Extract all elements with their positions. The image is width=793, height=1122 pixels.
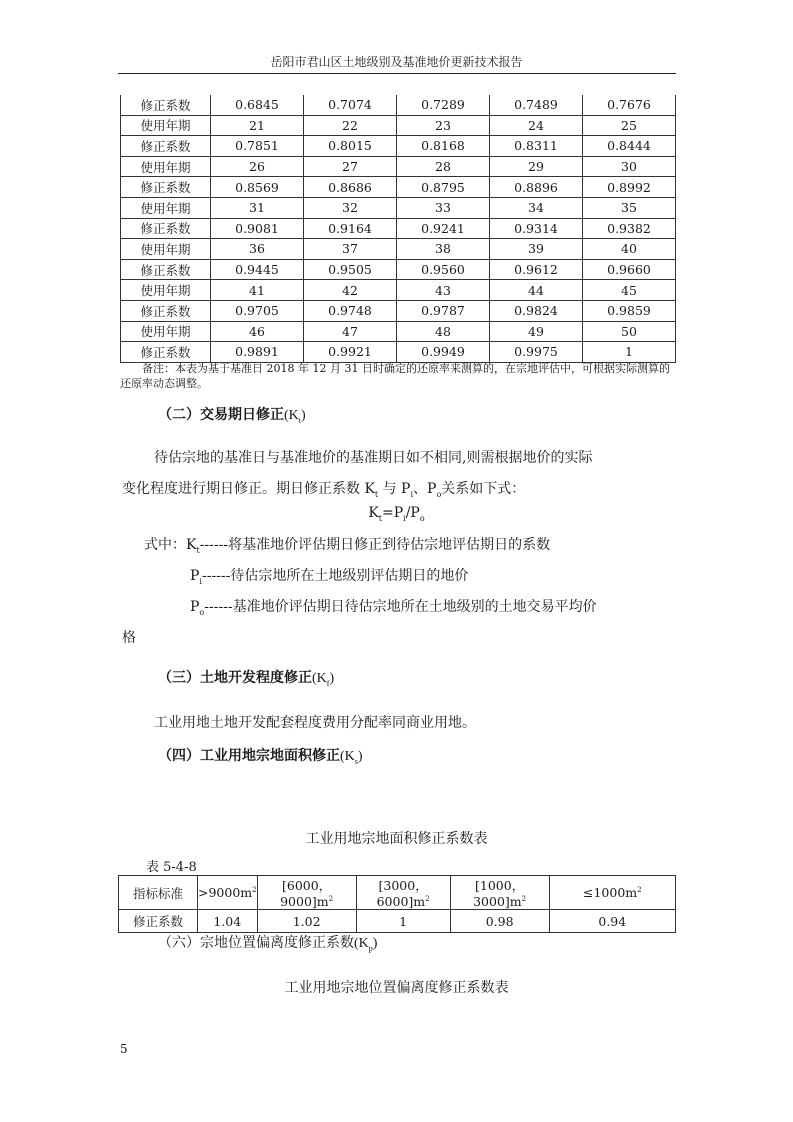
cell: 25 xyxy=(583,115,676,136)
cell: 0.9921 xyxy=(304,342,397,363)
table-row xyxy=(121,115,676,136)
formula xyxy=(0,505,793,523)
cell: 0.9859 xyxy=(583,300,676,321)
area-correction-table xyxy=(118,875,676,933)
section-2-heading xyxy=(158,404,306,425)
running-header: 岳阳市君山区土地级别及基准地价更新技术报告 xyxy=(270,55,523,69)
section-2-heading-text: （二）交易期日修正 xyxy=(158,407,284,423)
cell: 0.8311 xyxy=(490,136,583,157)
table-row xyxy=(121,300,676,321)
cell: 35 xyxy=(583,197,676,218)
cell: 0.8015 xyxy=(304,136,397,157)
cell: 0.9787 xyxy=(397,300,490,321)
superscript: 2 xyxy=(252,885,257,894)
subscript: t xyxy=(196,545,200,555)
cell: 1 xyxy=(583,342,676,363)
cell: 0.7676 xyxy=(583,95,676,115)
cell: 28 xyxy=(397,156,490,177)
row-label-cell: 使用年期 xyxy=(121,239,211,260)
section-2-para-line1: 待估宗地的基准日与基准地价的基准期日如不相同,则需根据地价的实际 xyxy=(154,450,593,466)
table-row xyxy=(119,876,676,910)
cell: 34 xyxy=(490,197,583,218)
row-label-cell: 使用年期 xyxy=(121,280,211,301)
row-label-cell: 修正系数 xyxy=(121,300,211,321)
cell: 0.98 xyxy=(450,910,549,933)
definition-po-wrap: 格 xyxy=(122,630,136,646)
row-label-cell: 修正系数 xyxy=(121,342,211,363)
table-number: 表 5-4-8 xyxy=(146,860,197,875)
k-subscript: s xyxy=(354,756,358,766)
section-4-heading-symbol xyxy=(340,749,363,764)
cell: 27 xyxy=(304,156,397,177)
cell: 45 xyxy=(583,280,676,301)
cell: 21 xyxy=(211,115,304,136)
row-label-cell: 修正系数 xyxy=(121,136,211,157)
text: K xyxy=(368,505,379,521)
subscript: i xyxy=(410,489,414,499)
text: [1000，3000]m xyxy=(473,878,525,909)
area-table-caption: 工业用地宗地面积修正系数表 xyxy=(305,831,488,847)
cell: 0.8686 xyxy=(304,177,397,198)
text: 、P xyxy=(413,481,437,497)
cell: 33 xyxy=(397,197,490,218)
k-symbol: (K xyxy=(354,936,369,951)
cell: 1.02 xyxy=(257,910,356,933)
cell: 0.9748 xyxy=(304,300,397,321)
superscript: 2 xyxy=(328,894,334,903)
section-4-heading xyxy=(158,745,363,766)
cell: 31 xyxy=(211,197,304,218)
cell: 23 xyxy=(397,115,490,136)
table-note: 备注：本表为基于基准日 2018 年 12 月 31 日时确定的还原率来测算的，在宗地评估中，可根据实际测算的还原率动态调整。 xyxy=(120,362,670,390)
cell: 0.9891 xyxy=(211,342,304,363)
cell: 1.04 xyxy=(198,910,258,933)
close-paren: ) xyxy=(329,671,335,686)
cell: 1 xyxy=(356,910,450,933)
subscript: t xyxy=(374,489,379,499)
subscript: o xyxy=(199,607,205,617)
subscript: o xyxy=(436,489,442,499)
cell: 0.9081 xyxy=(211,218,304,239)
cell: 46 xyxy=(211,321,304,342)
k-subscript: t xyxy=(298,415,302,425)
cell: 0.9164 xyxy=(304,218,397,239)
section-6-heading-symbol xyxy=(354,936,377,951)
close-paren: ) xyxy=(357,749,363,764)
cell: 49 xyxy=(490,321,583,342)
text: ≤1000m xyxy=(583,885,638,900)
cell: 22 xyxy=(304,115,397,136)
cell: 0.9949 xyxy=(397,342,490,363)
header-cell: 指标标准 xyxy=(119,876,198,910)
table-row xyxy=(119,910,676,933)
text: ------将基准地价评估期日修正到待估宗地评估期日的系数 xyxy=(199,537,551,553)
cell: 0.8569 xyxy=(211,177,304,198)
superscript: 2 xyxy=(637,885,642,894)
text: 关系如下式： xyxy=(441,481,526,497)
section-4-heading-text: （四）工业用地宗地面积修正 xyxy=(158,748,340,764)
cell: 0.9824 xyxy=(490,300,583,321)
cell: 0.7289 xyxy=(397,95,490,115)
text: [3000，6000]m xyxy=(376,878,428,909)
text: ------待估宗地所在土地级别评估期日的地价 xyxy=(201,568,469,584)
cell: 32 xyxy=(304,197,397,218)
table-row xyxy=(121,218,676,239)
section-2-heading-symbol xyxy=(284,408,306,423)
k-subscript: f xyxy=(326,678,330,688)
cell: 29 xyxy=(490,156,583,177)
table-row xyxy=(121,136,676,157)
cell: 39 xyxy=(490,239,583,260)
text: >9000m xyxy=(198,885,253,900)
cell: 0.9314 xyxy=(490,218,583,239)
row-label-cell: 修正系数 xyxy=(121,218,211,239)
text: =P xyxy=(382,505,404,521)
header-cell xyxy=(257,876,356,910)
section-3-heading-symbol xyxy=(312,671,334,686)
section-3-heading-text: （三）土地开发程度修正 xyxy=(158,670,312,686)
table-row xyxy=(121,280,676,301)
cell: 30 xyxy=(583,156,676,177)
cell: 24 xyxy=(490,115,583,136)
cell: 0.7851 xyxy=(211,136,304,157)
cell: 0.9612 xyxy=(490,259,583,280)
cell: 0.9660 xyxy=(583,259,676,280)
row-label-cell: 修正系数 xyxy=(121,95,211,115)
close-paren: ) xyxy=(301,408,306,423)
k-symbol: (K xyxy=(284,408,299,423)
superscript: 2 xyxy=(425,894,430,903)
section-3-para: 工业用地土地开发配套程度费用分配率同商业用地。 xyxy=(154,715,476,731)
cell: 38 xyxy=(397,239,490,260)
table-row xyxy=(121,177,676,198)
k-subscript: p xyxy=(368,943,373,953)
header-cell xyxy=(450,876,549,910)
cell: 0.9241 xyxy=(397,218,490,239)
cell: 40 xyxy=(583,239,676,260)
table-row xyxy=(121,95,676,115)
cell: 0.8896 xyxy=(490,177,583,198)
row-label-cell: 修正系数 xyxy=(121,177,211,198)
table-row xyxy=(121,156,676,177)
section-3-heading xyxy=(158,667,334,688)
cell: 0.6845 xyxy=(211,95,304,115)
cell: 41 xyxy=(211,280,304,301)
cell: 0.9382 xyxy=(583,218,676,239)
subscript: i xyxy=(199,576,202,586)
header-cell xyxy=(198,876,258,910)
cell: 26 xyxy=(211,156,304,177)
cell: 0.8795 xyxy=(397,177,490,198)
row-label-cell: 使用年期 xyxy=(121,115,211,136)
cell: 0.7489 xyxy=(490,95,583,115)
text: ------基准地价评估期日待估宗地所在土地级别的土地交易平均价 xyxy=(204,599,597,615)
header-rule xyxy=(118,73,676,74)
cell: 0.9705 xyxy=(211,300,304,321)
row-label-cell: 使用年期 xyxy=(121,321,211,342)
cell: 37 xyxy=(304,239,397,260)
cell: 修正系数 xyxy=(119,910,198,933)
text: 与 P xyxy=(378,481,411,497)
table-row xyxy=(121,342,676,363)
cell: 48 xyxy=(397,321,490,342)
row-label-cell: 修正系数 xyxy=(121,259,211,280)
cell: 44 xyxy=(490,280,583,301)
header-cell xyxy=(356,876,450,910)
section-6-heading-text: （六）宗地位置偏离度修正系数 xyxy=(158,935,354,951)
superscript: 2 xyxy=(521,894,527,903)
page-number: 5 xyxy=(120,1042,128,1056)
text: /P xyxy=(405,505,420,521)
cell: 0.9505 xyxy=(304,259,397,280)
cell: 0.8992 xyxy=(583,177,676,198)
cell: 0.94 xyxy=(549,910,675,933)
row-label-cell: 使用年期 xyxy=(121,156,211,177)
cell: 0.9560 xyxy=(397,259,490,280)
table-row xyxy=(121,239,676,260)
table-row xyxy=(121,197,676,218)
cell: 47 xyxy=(304,321,397,342)
row-label-cell: 使用年期 xyxy=(121,197,211,218)
subscript: t xyxy=(378,513,382,523)
definition-po xyxy=(190,592,597,628)
cell: 0.9975 xyxy=(490,342,583,363)
subscript: o xyxy=(419,513,425,523)
cell: 0.9445 xyxy=(211,259,304,280)
close-paren: ) xyxy=(372,936,378,951)
cell: 36 xyxy=(211,239,304,260)
offset-table-caption: 工业用地宗地位置偏离度修正系数表 xyxy=(284,980,509,996)
cell: 0.7074 xyxy=(304,95,397,115)
section-6-heading xyxy=(158,932,377,953)
cell: 0.8168 xyxy=(397,136,490,157)
text: 变化程度进行期日修正。期日修正系数 K xyxy=(122,481,375,497)
k-symbol: (K xyxy=(340,749,355,764)
k-symbol: (K xyxy=(312,671,327,686)
table-row xyxy=(121,259,676,280)
cell: 50 xyxy=(583,321,676,342)
header-cell xyxy=(549,876,675,910)
subscript: i xyxy=(403,513,406,523)
cell: 42 xyxy=(304,280,397,301)
cell: 43 xyxy=(397,280,490,301)
text: 式中：K xyxy=(144,537,197,553)
text: [6000，9000]m xyxy=(280,878,332,909)
text: P xyxy=(190,568,200,584)
text: P xyxy=(190,599,200,615)
cell: 0.8444 xyxy=(583,136,676,157)
table-row xyxy=(121,321,676,342)
term-correction-table xyxy=(120,95,676,363)
